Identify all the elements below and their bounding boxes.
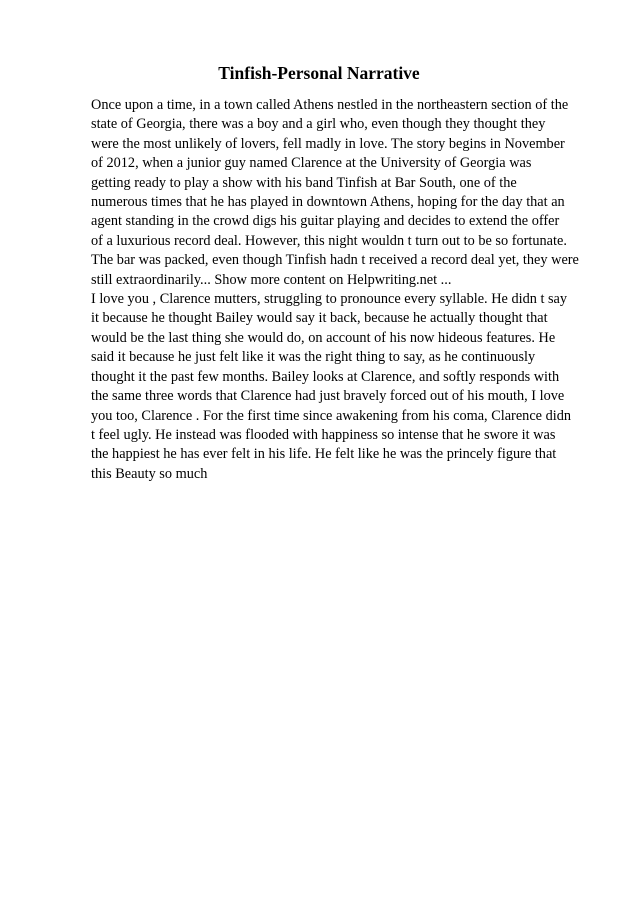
- body-line-show-more: still extraordinarily... Show more content on Helpwriting.net ...: [91, 271, 452, 288]
- document-body: [91, 96, 591, 484]
- body-line: it because he thought Bailey would say it back, because he actually thought that: [91, 310, 548, 327]
- body-line: t feel ugly. He instead was flooded with happiness so intense that he swore it was: [91, 426, 556, 443]
- body-line: this Beauty so much: [91, 465, 208, 482]
- body-line: the happiest he has ever felt in his life. He felt like he was the princely figure that: [91, 446, 557, 463]
- body-line: The bar was packed, even though Tinfish hadn t received a record deal yet, they were: [91, 252, 579, 269]
- body-line: state of Georgia, there was a boy and a girl who, even though they thought they: [91, 116, 546, 133]
- body-line: agent standing in the crowd digs his guitar playing and decides to extend the offer: [91, 213, 560, 230]
- body-line: numerous times that he has played in downtown Athens, hoping for the day that an: [91, 194, 565, 211]
- body-line: thought it the past few months. Bailey looks at Clarence, and softly responds with: [91, 368, 560, 385]
- body-line: said it because he just felt like it was the right thing to say, as he continuously: [91, 349, 536, 366]
- body-line: would be the last thing she would do, on account of his now hideous features. He: [91, 329, 556, 346]
- body-line: getting ready to play a show with his band Tinfish at Bar South, one of the: [91, 174, 517, 191]
- body-line: you too, Clarence . For the first time since awakening from his coma, Clarence didn: [91, 407, 571, 424]
- body-line: of 2012, when a junior guy named Clarence at the University of Georgia was: [91, 155, 532, 172]
- document-title: Tinfish-Personal Narrative: [218, 63, 420, 83]
- body-line: were the most unlikely of lovers, fell madly in love. The story begins in November: [91, 135, 565, 152]
- body-line: Once upon a time, in a town called Athens nestled in the northeastern section of the: [91, 97, 569, 113]
- body-line: of a luxurious record deal. However, this night wouldn t turn out to be so fortunate.: [91, 232, 567, 249]
- body-line: the same three words that Clarence had just bravely forced out of his mouth, I love: [91, 388, 565, 405]
- body-line: I love you , Clarence mutters, struggling to pronounce every syllable. He didn t say: [91, 291, 568, 308]
